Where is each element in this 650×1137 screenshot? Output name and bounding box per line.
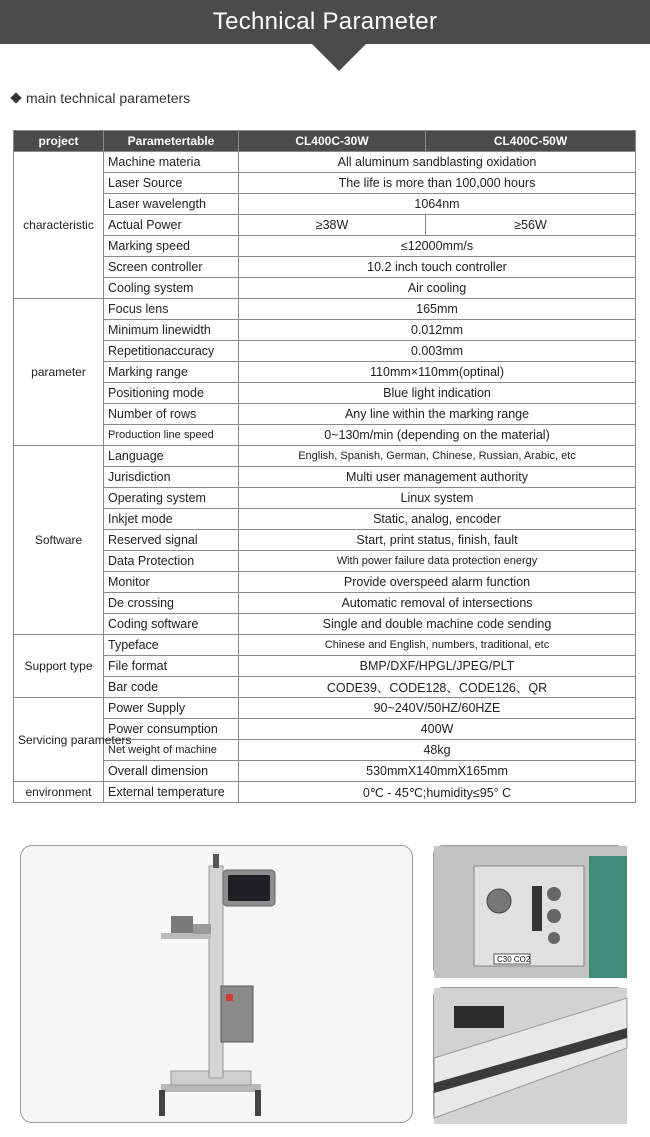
subheading-text: main technical parameters <box>26 90 191 106</box>
parameter-name-cell: Power consumption <box>104 719 239 740</box>
value-cell: 0.012mm <box>239 320 636 341</box>
value-cell: Blue light indication <box>239 383 636 404</box>
parameter-name-cell: Cooling system <box>104 278 239 299</box>
parameter-name-cell: Number of rows <box>104 404 239 425</box>
table-row <box>14 215 636 236</box>
value-cell: Start, print status, finish, fault <box>239 530 636 551</box>
header-model-30w: CL400C-30W <box>239 131 426 152</box>
table-row <box>14 677 636 698</box>
value-cell: BMP/DXF/HPGL/JPEG/PLT <box>239 656 636 677</box>
parameter-name-cell: Positioning mode <box>104 383 239 404</box>
parameter-name-cell: Operating system <box>104 488 239 509</box>
parameter-name-cell: De crossing <box>104 593 239 614</box>
value-cell: 0~130m/min (depending on the material) <box>239 425 636 446</box>
table-row <box>14 425 636 446</box>
table-row <box>14 194 636 215</box>
table-row <box>14 404 636 425</box>
value-50w-cell: ≥56W <box>426 215 636 236</box>
table-row <box>14 530 636 551</box>
category-cell: parameter <box>14 299 104 446</box>
value-cell: Single and double machine code sending <box>239 614 636 635</box>
value-cell: 0℃ - 45℃;humidity≤95° C <box>239 782 636 803</box>
parameter-name-cell: Coding software <box>104 614 239 635</box>
table-row <box>14 236 636 257</box>
parameter-name-cell: Marking speed <box>104 236 239 257</box>
table-row <box>14 467 636 488</box>
value-cell: 400W <box>239 719 636 740</box>
parameter-name-cell: Laser Source <box>104 173 239 194</box>
value-cell: Any line within the marking range <box>239 404 636 425</box>
category-cell: Software <box>14 446 104 635</box>
value-cell: Multi user management authority <box>239 467 636 488</box>
value-cell: 165mm <box>239 299 636 320</box>
value-cell: Provide overspeed alarm function <box>239 572 636 593</box>
table-row <box>14 761 636 782</box>
page-title: Technical Parameter <box>212 8 438 35</box>
diamond-bullet-icon <box>10 92 21 103</box>
table-row <box>14 362 636 383</box>
table-row <box>14 551 636 572</box>
table-row <box>14 446 636 467</box>
header-project: project <box>14 131 104 152</box>
parameter-name-cell: Jurisdiction <box>104 467 239 488</box>
parameter-name-cell: Net weight of machine <box>104 740 239 761</box>
parameter-name-cell: Repetitionaccuracy <box>104 341 239 362</box>
title-banner <box>0 0 650 44</box>
control-panel-photo <box>433 845 626 977</box>
parameter-name-cell: Machine materia <box>104 152 239 173</box>
value-cell: Chinese and English, numbers, traditional, etc <box>239 635 636 656</box>
table-row <box>14 320 636 341</box>
value-cell: Automatic removal of intersections <box>239 593 636 614</box>
table-row <box>14 257 636 278</box>
parameter-name-cell: Focus lens <box>104 299 239 320</box>
table-row <box>14 341 636 362</box>
category-cell: characteristic <box>14 152 104 299</box>
marking-machine-illustration <box>21 846 414 1124</box>
table-row <box>14 614 636 635</box>
category-cell: Servicing parameters <box>14 698 104 782</box>
value-cell: CODE39、CODE128、CODE126、QR <box>239 677 636 698</box>
panel-badge: C30 CO2 <box>497 955 531 964</box>
table-row <box>14 593 636 614</box>
table-row <box>14 698 636 719</box>
parameter-name-cell: Production line speed <box>104 425 239 446</box>
value-cell: Linux system <box>239 488 636 509</box>
table-header-row <box>14 131 636 152</box>
value-cell: Air cooling <box>239 278 636 299</box>
value-cell: The life is more than 100,000 hours <box>239 173 636 194</box>
value-cell: 530mmX140mmX165mm <box>239 761 636 782</box>
parameter-name-cell: Data Protection <box>104 551 239 572</box>
banner-arrow <box>312 44 366 71</box>
value-cell: 110mm×110mm(optinal) <box>239 362 636 383</box>
table-row <box>14 278 636 299</box>
parameter-name-cell: Monitor <box>104 572 239 593</box>
control-panel-illustration <box>434 846 627 978</box>
parameter-name-cell: File format <box>104 656 239 677</box>
parameter-table <box>13 130 636 803</box>
table-row <box>14 635 636 656</box>
category-cell: Support type <box>14 635 104 698</box>
rail-detail-illustration <box>434 988 627 1124</box>
value-cell: 0.003mm <box>239 341 636 362</box>
table-row <box>14 152 636 173</box>
parameter-name-cell: Reserved signal <box>104 530 239 551</box>
value-cell: All aluminum sandblasting oxidation <box>239 152 636 173</box>
table-row <box>14 572 636 593</box>
rail-detail-photo <box>433 987 626 1123</box>
category-cell: environment <box>14 782 104 803</box>
value-cell: 1064nm <box>239 194 636 215</box>
parameter-name-cell: Overall dimension <box>104 761 239 782</box>
parameter-name-cell: Laser wavelength <box>104 194 239 215</box>
parameter-name-cell: Minimum linewidth <box>104 320 239 341</box>
table-row <box>14 509 636 530</box>
header-model-50w: CL400C-50W <box>426 131 636 152</box>
value-cell: With power failure data protection energy <box>239 551 636 572</box>
parameter-name-cell: Language <box>104 446 239 467</box>
parameter-name-cell: Power Supply <box>104 698 239 719</box>
parameter-name-cell: Bar code <box>104 677 239 698</box>
value-cell: Static, analog, encoder <box>239 509 636 530</box>
table-row <box>14 656 636 677</box>
parameter-name-cell: Inkjet mode <box>104 509 239 530</box>
table-row <box>14 782 636 803</box>
parameter-name-cell: External temperature <box>104 782 239 803</box>
value-cell: 10.2 inch touch controller <box>239 257 636 278</box>
table-row <box>14 173 636 194</box>
table-row <box>14 383 636 404</box>
table-row <box>14 488 636 509</box>
machine-photo <box>20 845 413 1123</box>
table-row <box>14 299 636 320</box>
subheading <box>10 90 190 106</box>
parameter-name-cell: Marking range <box>104 362 239 383</box>
value-cell: English, Spanish, German, Chinese, Russian, Arabic, etc <box>239 446 636 467</box>
value-cell: ≤12000mm/s <box>239 236 636 257</box>
parameter-name-cell: Screen controller <box>104 257 239 278</box>
value-30w-cell: ≥38W <box>239 215 426 236</box>
parameter-name-cell: Typeface <box>104 635 239 656</box>
value-cell: 48kg <box>239 740 636 761</box>
table-body <box>14 152 636 803</box>
parameter-name-cell: Actual Power <box>104 215 239 236</box>
value-cell: 90~240V/50HZ/60HZE <box>239 698 636 719</box>
header-parametertable: Parametertable <box>104 131 239 152</box>
